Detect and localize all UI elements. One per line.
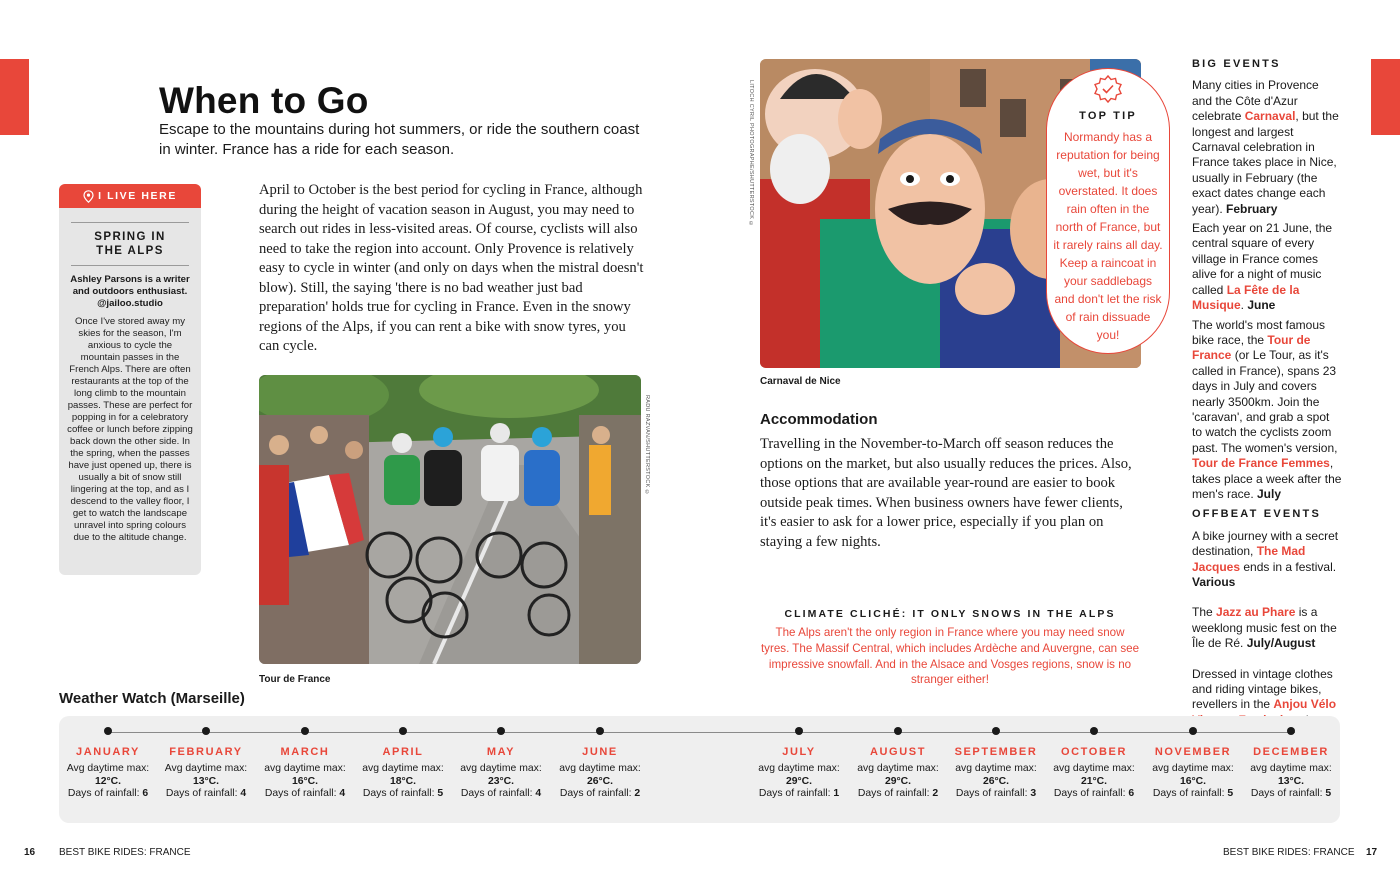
- rain-line: [257, 788, 353, 801]
- temp-label: avg daytime max:: [1053, 763, 1135, 774]
- temp-value: 13°C.: [192, 775, 220, 787]
- month-name: MAY: [486, 746, 516, 758]
- event-anjou-velo-vintage: Dressed in vintage clothes and riding vintage bikes, revellers in the Anjou Vélo: [1192, 666, 1337, 712]
- timeline-dot: [202, 727, 210, 735]
- cyclists-illustration: [259, 375, 641, 664]
- big-events-column: [1192, 57, 1342, 748]
- month-name: FEBRUARY: [169, 746, 243, 758]
- rain-line: [948, 788, 1044, 801]
- i-live-here-badge: [59, 184, 201, 208]
- rain-line: [453, 788, 549, 801]
- month-september: [948, 727, 1044, 801]
- temp-label: avg daytime max:: [362, 763, 444, 774]
- rain-label: Days of rainfall:: [758, 788, 831, 800]
- photo-credit: RADU RAZVAN/SHUTTERSTOCK ©: [644, 395, 650, 496]
- rain-label: Days of rainfall:: [1053, 788, 1126, 800]
- temp-value: 26°C.: [982, 775, 1010, 787]
- timeline-dot: [596, 727, 604, 735]
- photo-caption: Carnaval de Nice: [760, 376, 841, 387]
- rain-label: Days of rainfall:: [67, 788, 140, 800]
- month-february: [158, 727, 254, 801]
- temp-label: avg daytime max:: [857, 763, 939, 774]
- rain-value: 2: [634, 788, 641, 800]
- temp-value: 12°C.: [94, 775, 122, 787]
- rain-value: 5: [1325, 788, 1332, 800]
- weather-watch-heading: Weather Watch (Marseille): [59, 690, 245, 707]
- rain-label: Days of rainfall:: [559, 788, 632, 800]
- month-march: [257, 727, 353, 801]
- temp-label: avg daytime max:: [758, 763, 840, 774]
- timeline-dot: [497, 727, 505, 735]
- month-stats: [1046, 763, 1142, 801]
- rain-value: 6: [1128, 788, 1135, 800]
- photo-caption: Tour de France: [259, 674, 331, 685]
- left-page-tab: [0, 59, 29, 135]
- rain-line: [1145, 788, 1241, 801]
- month-december: [1243, 727, 1339, 801]
- top-tip-box: [1046, 68, 1170, 354]
- month-name: JULY: [782, 746, 816, 758]
- temp-value: 29°C.: [884, 775, 912, 787]
- month-april: [355, 727, 451, 801]
- rain-line: [158, 788, 254, 801]
- page-number-right: 17: [1366, 847, 1378, 858]
- temp-label: avg daytime max:: [1250, 763, 1332, 774]
- month-stats: [1145, 763, 1241, 801]
- timeline-dot: [301, 727, 309, 735]
- temp-label: avg daytime max:: [559, 763, 641, 774]
- rain-value: 2: [932, 788, 939, 800]
- divider: [71, 265, 189, 266]
- timeline-dot: [795, 727, 803, 735]
- accommodation-heading: Accommodation: [760, 411, 878, 428]
- rain-label: Days of rainfall:: [362, 788, 435, 800]
- month-name: JUNE: [582, 746, 618, 758]
- temp-label: Avg daytime max:: [66, 763, 150, 774]
- month-stats: [552, 763, 648, 801]
- tip-badge-icon: [1093, 74, 1123, 104]
- rain-line: [552, 788, 648, 801]
- temp-label: avg daytime max:: [955, 763, 1037, 774]
- temp-value: 21°C.: [1080, 775, 1108, 787]
- timeline-dot: [1189, 727, 1197, 735]
- rain-value: 4: [535, 788, 542, 800]
- i-live-here-title: SPRING IN THE ALPS: [94, 231, 166, 257]
- rain-label: Days of rainfall:: [1250, 788, 1323, 800]
- event-carnaval: Many cities in Provence and the Côte d'Azur celebrate Carnaval, but the longest and largest Carnaval celebration in France takes place in Nice, usually in February (the exact dates change each year). February: [1192, 78, 1339, 216]
- temp-value: 16°C.: [291, 775, 319, 787]
- month-stats: [850, 763, 946, 801]
- month-july: [751, 727, 847, 801]
- rain-line: [751, 788, 847, 801]
- divider: [71, 222, 189, 223]
- month-october: [1046, 727, 1142, 801]
- month-name: OCTOBER: [1060, 746, 1127, 758]
- event-tour-de-france: The world's most famous bike race, the Tour de France (or Le Tour, as it's called in France), spans 23 days in July and covers nearly 3500km. Join the 'caravan', and grab a spot to watch the cyclists zoom past. The women's version, Tour de France Femmes, takes place a week after the men's race. July: [1192, 317, 1342, 501]
- rain-value: 4: [240, 788, 247, 800]
- month-stats: [453, 763, 549, 801]
- offbeat-events-heading: OFFBEAT EVENTS: [1192, 508, 1321, 521]
- big-events-heading: BIG EVENTS: [1192, 58, 1281, 70]
- event-mad-jacques: A bike journey with a secret destination, The Mad Jacques ends in a festival. Various: [1192, 528, 1339, 589]
- temp-label: avg daytime max:: [460, 763, 542, 774]
- top-tip-text: Normandy has a reputation for being wet, but it's overstated. It does rain often in the north of France, but it rarely rains all day. Keep a raincoat in your saddlebags and don't let the risk of rain dissuade you!: [1053, 130, 1163, 342]
- month-name: SEPTEMBER: [954, 746, 1038, 758]
- timeline-dot: [104, 727, 112, 735]
- rain-label: Days of rainfall:: [460, 788, 533, 800]
- month-january: [60, 727, 156, 801]
- month-name: AUGUST: [869, 746, 927, 758]
- rain-line: [850, 788, 946, 801]
- i-live-here-box: [59, 184, 201, 575]
- temp-label: avg daytime max:: [264, 763, 346, 774]
- photo-credit: LITOCH CYRIL PHOTOGRAPHE/SHUTTERSTOCK ©: [748, 80, 754, 228]
- month-stats: [1243, 763, 1339, 801]
- rain-line: [1243, 788, 1339, 801]
- temp-value: 29°C.: [785, 775, 813, 787]
- month-may: [453, 727, 549, 801]
- temp-value: 26°C.: [586, 775, 614, 787]
- event-jazz-au-phare: The Jazz au Phare is a weeklong music fest on the Île de Ré. July/August: [1192, 605, 1337, 651]
- temp-value: 16°C.: [1179, 775, 1207, 787]
- temp-value: 18°C.: [389, 775, 417, 787]
- rain-value: 3: [1030, 788, 1037, 800]
- month-name: JANUARY: [76, 746, 140, 758]
- climate-cliche-text: The Alps aren't the only region in France where you may need snow tyres. The Massif Central, which includes Ardèche and Auvergne, can see impressive snowfall. And in the Alsace and Vosges regions, snow is no stranger either!: [760, 626, 1140, 687]
- rain-value: 1: [833, 788, 840, 800]
- temp-label: avg daytime max:: [1152, 763, 1234, 774]
- running-footer-left: BEST BIKE RIDES: FRANCE: [59, 847, 191, 858]
- rain-label: Days of rainfall:: [165, 788, 238, 800]
- right-page-tab: [1371, 59, 1400, 135]
- page-intro: Escape to the mountains during hot summers, or ride the southern coast in winter. France has a ride for each season.: [159, 121, 640, 158]
- timeline-dot: [1287, 727, 1295, 735]
- timeline-dot: [399, 727, 407, 735]
- climate-cliche-heading: CLIMATE CLICHÉ: IT ONLY SNOWS IN THE ALPS: [784, 608, 1116, 620]
- rain-label: Days of rainfall:: [857, 788, 930, 800]
- timeline-dot: [1090, 727, 1098, 735]
- month-name: NOVEMBER: [1154, 746, 1232, 758]
- month-november: [1145, 727, 1241, 801]
- rain-value: 5: [1227, 788, 1234, 800]
- month-june: [552, 727, 648, 801]
- month-stats: [355, 763, 451, 801]
- accommodation-text: Travelling in the November-to-March off season reduces the options on the market, but also usually reduces the prices. Also, those options that are available year-round are easier to book outside peak times. When business owners have fewer clients, it's easier to ask for a lower price, especially if you plan on staying a few nights.: [760, 436, 1132, 550]
- rain-line: [355, 788, 451, 801]
- month-name: APRIL: [382, 746, 424, 758]
- month-name: MARCH: [280, 746, 330, 758]
- temp-value: 13°C.: [1277, 775, 1305, 787]
- timeline-dot: [894, 727, 902, 735]
- running-footer-right: BEST BIKE RIDES: FRANCE: [1223, 847, 1355, 858]
- timeline-dot: [992, 727, 1000, 735]
- i-live-here-label: I LIVE HERE: [98, 190, 177, 202]
- rain-value: 6: [142, 788, 149, 800]
- top-tip-title: TOP TIP: [1079, 110, 1137, 122]
- i-live-here-text: Once I've stored away my skies for the season, I'm anxious to cycle the mountain passes in the French Alps. There are often restaurants at the top of the long climb to the mountain passes. These are perfect for popping in for a celebratory coffee or lunch before zipping back down the other side. In the spring, when the passes have just opened up, there is usually a bit of snow still lingering at the top, and as I descend to the valley floor, I get to watch the landscape unravel into spring colours due to the altitude change.: [67, 316, 193, 543]
- rain-line: [60, 788, 156, 801]
- event-fete-de-la-musique: Each year on 21 June, the central square of every village in France comes alive for a night of music called La Fête de la Musique. June: [1192, 221, 1333, 313]
- month-stats: [158, 763, 254, 801]
- month-august: [850, 727, 946, 801]
- rain-line: [1046, 788, 1142, 801]
- month-name: DECEMBER: [1253, 746, 1329, 758]
- intro-body-text: April to October is the best period for cycling in France, although during the height of vacation season in August, you may need to search out rides in less-visited areas. Of course, cyclists will also need to take the region into account. Only Provence is relatively easy to cycle in winter (and only on days when the mistral doesn't blow). Still, the saying 'there is no bad weather just bad preparation' holds true for cycling in France. Even in the snowy regions of the Alps, if you can rent a bike with snow tyres, you can cycle.: [259, 182, 644, 354]
- rain-value: 5: [437, 788, 444, 800]
- rain-label: Days of rainfall:: [264, 788, 337, 800]
- location-pin-icon: [83, 190, 94, 203]
- tour-de-france-photo: [259, 375, 641, 664]
- month-stats: [751, 763, 847, 801]
- page-title: When to Go: [159, 80, 369, 121]
- month-stats: [257, 763, 353, 801]
- rain-label: Days of rainfall:: [1152, 788, 1225, 800]
- rain-label: Days of rainfall:: [955, 788, 1028, 800]
- month-stats: [948, 763, 1044, 801]
- rain-value: 4: [339, 788, 346, 800]
- page-number-left: 16: [24, 847, 36, 858]
- i-live-here-author: Ashley Parsons is a writer and outdoors enthusiast. @jailoo.studio: [70, 274, 190, 309]
- month-stats: [60, 763, 156, 801]
- temp-value: 23°C.: [487, 775, 515, 787]
- temp-label: Avg daytime max:: [164, 763, 248, 774]
